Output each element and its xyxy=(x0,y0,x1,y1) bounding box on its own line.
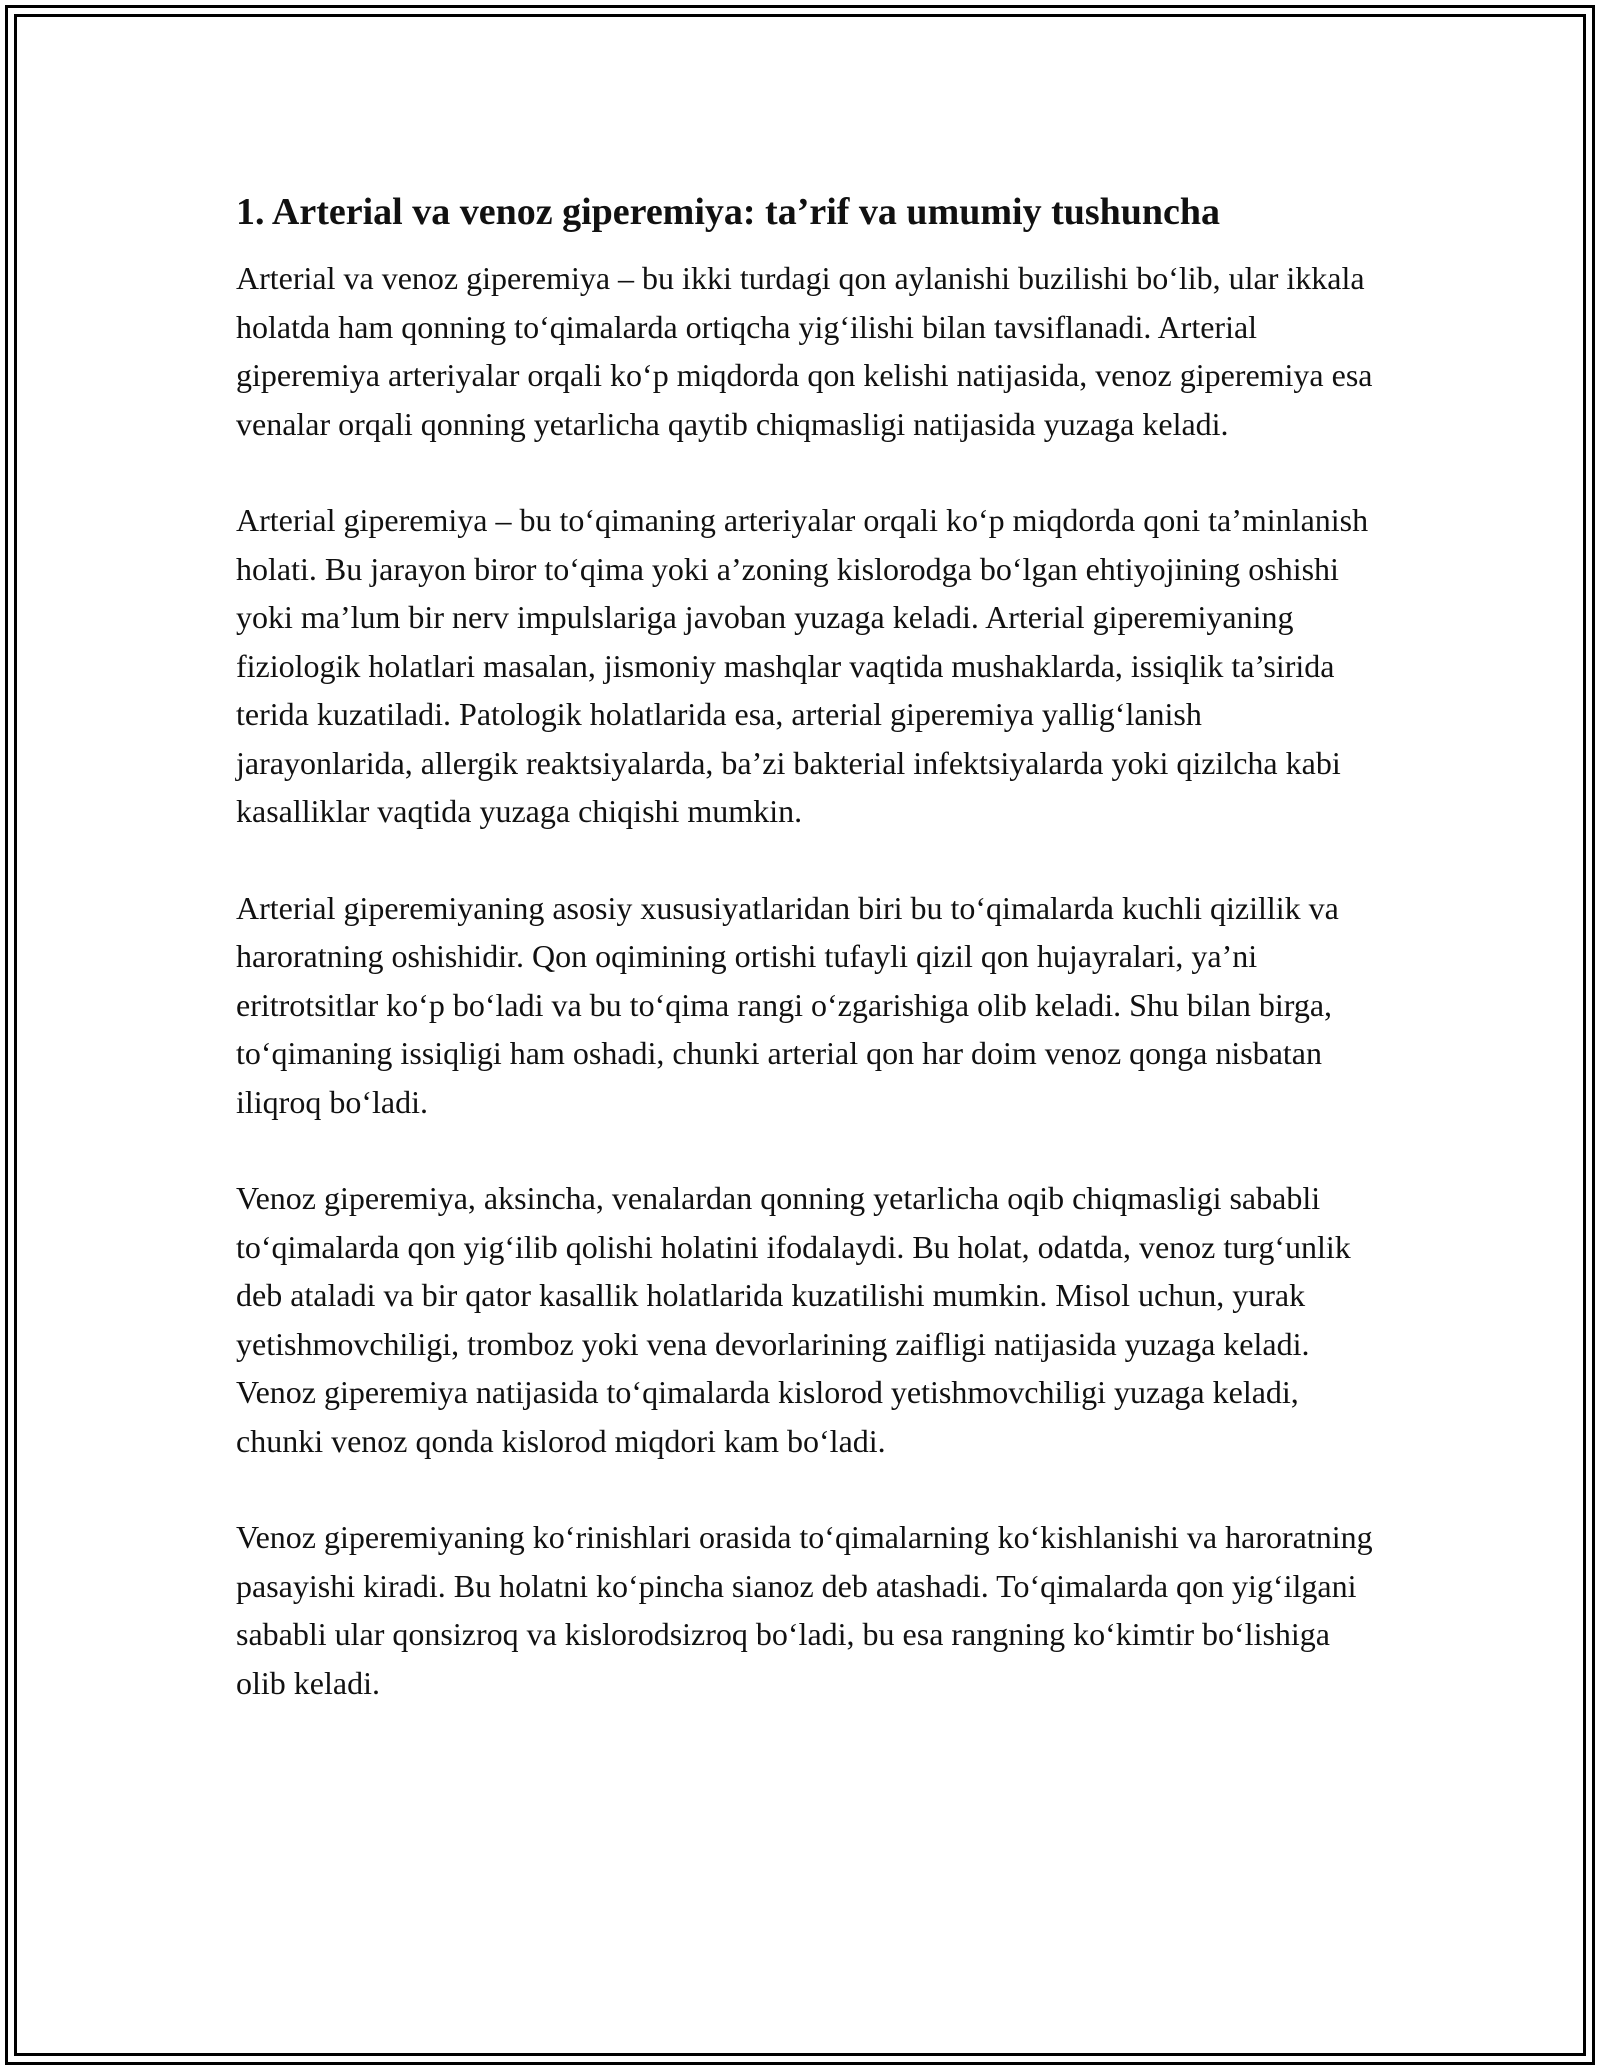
paragraph-2: Arterial giperemiya – bu to‘qimaning arteriyalar orqali ko‘p miqdorda qoni ta’minlanish holati. Bu jarayon biror to‘qima yoki a’zoning kislorodga bo‘lgan ehtiyojining oshishi yoki ma’lum bir nerv impulslariga javoban yuzaga keladi. Arterial giperemiyaning fiziologik holatlari masalan, jismoniy mashqlar vaqtida mushaklarda, issiqlik ta’sirida terida kuzatiladi. Patologik holatlarida esa, arterial giperemiya yallig‘lanish jarayonlarida, allergik reaktsiyalarda, ba’zi bakterial infektsiyalarda yoki qizilcha kabi kasalliklar vaqtida yuzaga chiqishi mumkin. xyxy=(236,502,1369,829)
document-body xyxy=(236,180,1376,1755)
paragraph-3: Arterial giperemiyaning asosiy xususiyatlaridan biri bu to‘qimalarda kuchli qizillik va haroratning oshishidir. Qon oqimining ortishi tufayli qizil qon hujayralari, ya’ni eritrotsitlar ko‘p bo‘ladi va bu to‘qima rangi o‘zgarishiga olib keladi. Shu bilan birga, to‘qimaning issiqligi ham oshadi, chunki arterial qon har doim venoz qonga nisbatan iliqroq bo‘ladi. xyxy=(236,889,1339,1120)
paragraph-1: Arterial va venoz giperemiya – bu ikki turdagi qon aylanishi buzilishi bo‘lib, ular ikkala holatda ham qonning to‘qimalarda ortiqcha yig‘ilishi bilan tavsiflanadi. Arterial giperemiya arteriyalar orqali ko‘p miqdorda qon kelishi natijasida, venoz giperemiya esa venalar orqali qonning yetarlicha qaytib chiqmasligi natijasida yuzaga keladi. xyxy=(236,260,1373,442)
section-heading: 1. Arterial va venoz giperemiya: ta’rif va umumiy tushuncha xyxy=(236,191,1221,233)
paragraph-4: Venoz giperemiya, aksincha, venalardan qonning yetarlicha oqib chiqmasligi sababli to‘qimalarda qon yig‘ilib qolishi holatini ifodalaydi. Bu holat, odatda, venoz turg‘unlik deb ataladi va bir qator kasallik holatlarida kuzatilishi mumkin. Misol uchun, yurak yetishmovchiligi, tromboz yoki vena devorlarining zaifligi natijasida yuzaga keladi. Venoz giperemiya natijasida to‘qimalarda kislorod yetishmovchiligi yuzaga keladi, chunki venoz qonda kislorod miqdori kam bo‘ladi. xyxy=(236,1180,1351,1459)
paragraph-5: Venoz giperemiyaning ko‘rinishlari orasida to‘qimalarning ko‘kishlanishi va haroratning pasayishi kiradi. Bu holatni ko‘pincha sianoz deb atashadi. To‘qimalarda qon yig‘ilgani sababli ular qonsizroq va kislorodsizroq bo‘ladi, bu esa rangning ko‘kimtir bo‘lishiga olib keladi. xyxy=(236,1519,1373,1701)
